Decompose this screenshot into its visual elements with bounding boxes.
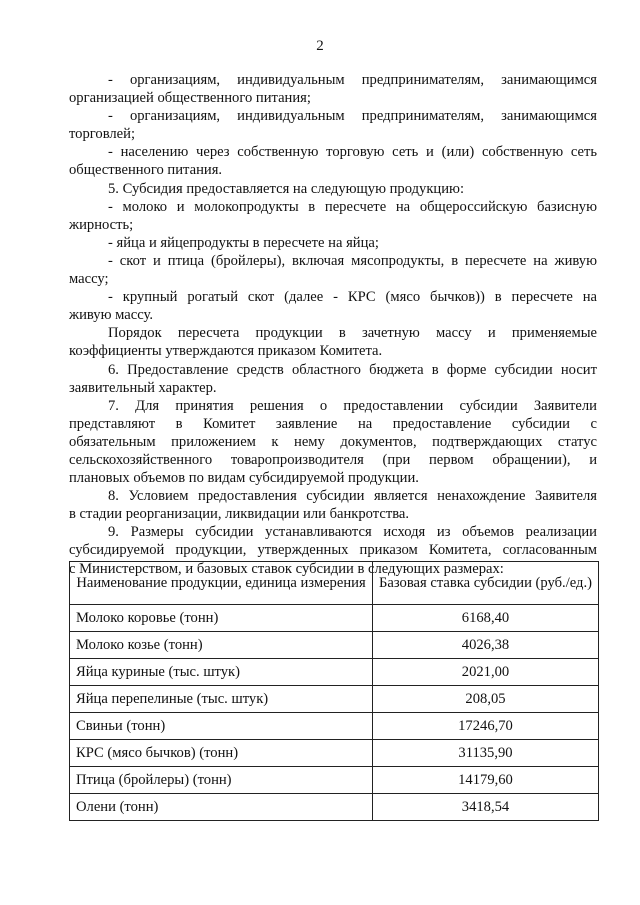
base-rate-cell: 14179,60 xyxy=(373,767,599,794)
table-row xyxy=(70,632,599,659)
table-row xyxy=(70,659,599,686)
paragraph-line: - молоко и молокопродукты в пересчете на общероссийскую базисную xyxy=(108,198,597,215)
table-row xyxy=(70,686,599,713)
paragraph-line: торговлей; xyxy=(69,126,136,143)
paragraph-line: субсидируемой продукции, утвержденных приказом Комитета, согласованным xyxy=(69,542,597,559)
paragraph-line: - скот и птица (бройлеры), включая мясопродукты, в пересчете на живую xyxy=(108,252,597,269)
table-header-row xyxy=(70,562,599,605)
product-name-cell: Птица (бройлеры) (тонн) xyxy=(70,767,373,794)
table-row xyxy=(70,605,599,632)
table-row xyxy=(70,713,599,740)
paragraph-line: плановых объемов по видам субсидируемой продукции. xyxy=(69,470,419,487)
product-name-cell: Олени (тонн) xyxy=(70,794,373,821)
table-row xyxy=(70,794,599,821)
subsidy-rates-table xyxy=(69,561,599,821)
paragraph-line: организацией общественного питания; xyxy=(69,90,311,107)
paragraph-line: с Министерством, и базовых ставок субсидии в следующих размерах: xyxy=(69,560,504,577)
base-rate-cell: 2021,00 xyxy=(373,659,599,686)
base-rate-cell: 208,05 xyxy=(373,686,599,713)
base-rate-cell: 6168,40 xyxy=(373,605,599,632)
paragraph-line: сельскохозяйственного товаропроизводителя (при первом обращении), и xyxy=(69,451,597,468)
paragraph-line: 6. Предоставление средств областного бюджета в форме субсидии носит xyxy=(108,361,597,378)
header-base-rate: Базовая ставка субсидии (руб./ед.) xyxy=(373,562,599,605)
table-row xyxy=(70,767,599,794)
product-name-cell: Свиньи (тонн) xyxy=(70,713,373,740)
page-number: 2 xyxy=(316,38,324,54)
product-name-cell: Яйца куриные (тыс. штук) xyxy=(70,659,373,686)
base-rate-cell: 17246,70 xyxy=(373,713,599,740)
header-product-name: Наименование продукции, единица измерения xyxy=(70,562,373,605)
product-name-cell: Молоко коровье (тонн) xyxy=(70,605,373,632)
paragraph-line: в стадии реорганизации, ликвидации или банкротства. xyxy=(69,506,410,523)
paragraph-line: - организациям, индивидуальным предпринимателям, занимающимся xyxy=(108,72,597,88)
paragraph-line: коэффициенты утверждаются приказом Комитета. xyxy=(69,343,383,360)
base-rate-cell: 4026,38 xyxy=(373,632,599,659)
paragraph-line: Порядок пересчета продукции в зачетную массу и применяемые xyxy=(108,325,597,342)
product-name-cell: Яйца перепелиные (тыс. штук) xyxy=(70,686,373,713)
document-body xyxy=(69,71,597,578)
paragraph-line: общественного питания. xyxy=(69,162,223,179)
base-rate-cell: 31135,90 xyxy=(373,740,599,767)
base-rate-cell: 3418,54 xyxy=(373,794,599,821)
table-row xyxy=(70,740,599,767)
paragraph-line: - организациям, индивидуальным предпринимателям, занимающимся xyxy=(108,108,597,125)
paragraph-line: представляют в Комитет заявление на предоставление субсидии с xyxy=(69,415,597,432)
paragraph-line: - крупный рогатый скот (далее - КРС (мясо бычков)) в пересчете на xyxy=(108,289,597,306)
paragraph-line: 9. Размеры субсидии устанавливаются исходя из объемов реализации xyxy=(108,524,597,541)
paragraph-line: заявительный характер. xyxy=(69,379,217,396)
paragraph-line: массу; xyxy=(69,271,109,288)
paragraph-line: 7. Для принятия решения о предоставлении субсидии Заявители xyxy=(108,397,597,414)
paragraph-line: 5. Субсидия предоставляется на следующую продукцию: xyxy=(108,180,464,197)
paragraph-line: - яйца и яйцепродукты в пересчете на яйца; xyxy=(108,234,379,251)
paragraph-line: жирность; xyxy=(69,216,134,233)
product-name-cell: КРС (мясо бычков) (тонн) xyxy=(70,740,373,767)
paragraph-line: живую массу. xyxy=(69,307,153,324)
paragraph-line: 8. Условием предоставления субсидии является ненахождение Заявителя xyxy=(108,488,597,505)
paragraph-line: - населению через собственную торговую сеть и (или) собственную сеть xyxy=(108,144,597,161)
product-name-cell: Молоко козье (тонн) xyxy=(70,632,373,659)
paragraph-line: обязательным приложением к нему документов, подтверждающих статус xyxy=(69,433,597,450)
